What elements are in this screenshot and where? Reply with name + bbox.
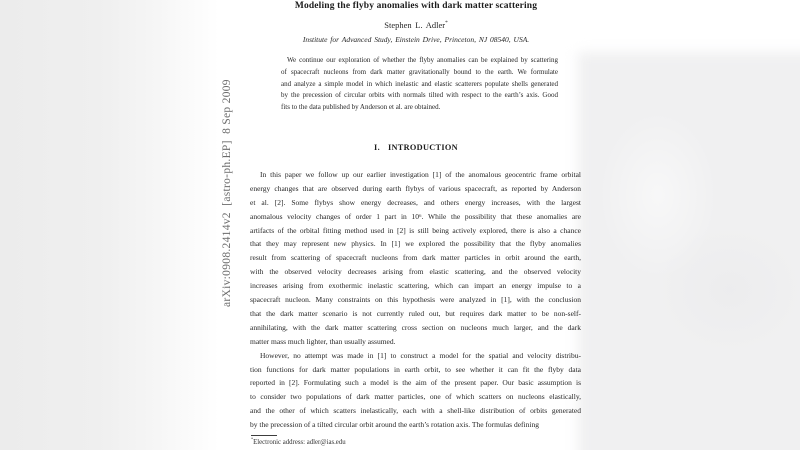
- footnote-rule: [251, 435, 277, 436]
- text-line: and analyze a simple model in which inelastic and elastic scatterers populate shells generated: [281, 79, 558, 88]
- left-margin-blur: [0, 0, 219, 450]
- text-line: by the precession of circular orbits with normals tilted with respect to the earth’s axis. Good: [281, 91, 558, 100]
- text-line: In this paper we follow up our earlier investigation [1] of the anomalous geocentric frame orbital: [260, 170, 581, 179]
- author-name: Stephen L. Adler: [384, 20, 446, 30]
- text-line: that the dark matter scenario is not currently ruled out, but requires dark matter to be non-self-: [250, 308, 581, 318]
- section-heading: [250, 142, 582, 154]
- text-line: reported in [2]. Formulating such a model is the aim of the present paper. Our basic assumption is: [250, 378, 581, 388]
- section-title: INTRODUCTION: [387, 143, 458, 152]
- body-paragraph-2: [250, 349, 581, 432]
- affiliation-line: Institute for Advanced Study, Einstein Drive, Princeton, NJ 08540, USA.: [302, 35, 530, 44]
- abstract-paragraph: [281, 55, 558, 114]
- text-line: However, no attempt was made in [1] to construct a model for the spatial and velocity distribu-: [260, 350, 581, 360]
- footnote: [251, 438, 346, 447]
- text-line: anomalous velocity changes of order 1 part in 10⁶. While the possibility that these anomalies are: [250, 211, 581, 221]
- background-blob: [655, 225, 800, 355]
- text-line: by the precession of a tilted circular orbit around the earth’s rotation axis. The formulas defining: [250, 420, 539, 430]
- text-line: et al. [2]. Some flybys show energy decreases, and others energy increases, with the largest: [250, 197, 581, 207]
- author-footnote-mark: *: [445, 20, 448, 27]
- text-line: that they may represent new physics. In [1] we explored the possibility that the flyby anomalies: [250, 239, 581, 249]
- author-line: [250, 19, 582, 31]
- arxiv-watermark: arXiv:0908.2414v2 [astro-ph.EP] 8 Sep 2009: [221, 79, 233, 307]
- text-line: annihilating, with the dark matter scattering cross section on nucleons much larger, and the dark: [250, 322, 581, 332]
- text-line: We continue our exploration of whether the flyby anomalies can be explained by scattering: [287, 56, 558, 64]
- body-paragraph-1: [250, 168, 581, 349]
- text-line: matter mass much lighter, than usually assumed.: [250, 336, 396, 346]
- text-line: fits to the data published by Anderson et al. are obtained.: [281, 103, 441, 112]
- text-line: increases arising from exothermic inelastic scattering, which can impart an energy impulse to a: [250, 281, 581, 291]
- text-line: to consider two populations of dark matter particles, one of which scatters on nucleons elastically,: [250, 392, 581, 402]
- footnote-text: Electronic address: adler@ias.edu: [253, 439, 346, 446]
- text-line: and the other of which scatters inelastically, each with a shell-like distribution of orbits generated: [250, 406, 581, 416]
- text-line: of spacecraft nucleons from dark matter gravitationally bound to the earth. We formulate: [281, 67, 558, 76]
- paper-title: Modeling the flyby anomalies with dark matter scattering: [294, 1, 538, 11]
- text-line: result from scattering of spacecraft nucleons from dark matter particles in orbit around the earth,: [250, 253, 581, 263]
- text-line: artifacts of the orbital fitting method used in [2] is still being actively explored, there is also a chance: [250, 225, 581, 235]
- text-line: energy changes that are observed during earth flybys of various spacecraft, as reported by Anderson: [250, 183, 581, 193]
- section-number: I.: [374, 143, 380, 152]
- footnote-marker: *: [251, 436, 254, 442]
- text-line: tion functions for dark matter populations in earth orbit, to see whether it can fit the flyby data: [250, 364, 581, 374]
- text-line: with the observed velocity decreases arising from elastic scattering, and the observed velocity: [250, 267, 581, 277]
- text-line: spacecraft nucleon. Many constraints on this hypothesis were analyzed in [1], with the conclusion: [250, 295, 581, 305]
